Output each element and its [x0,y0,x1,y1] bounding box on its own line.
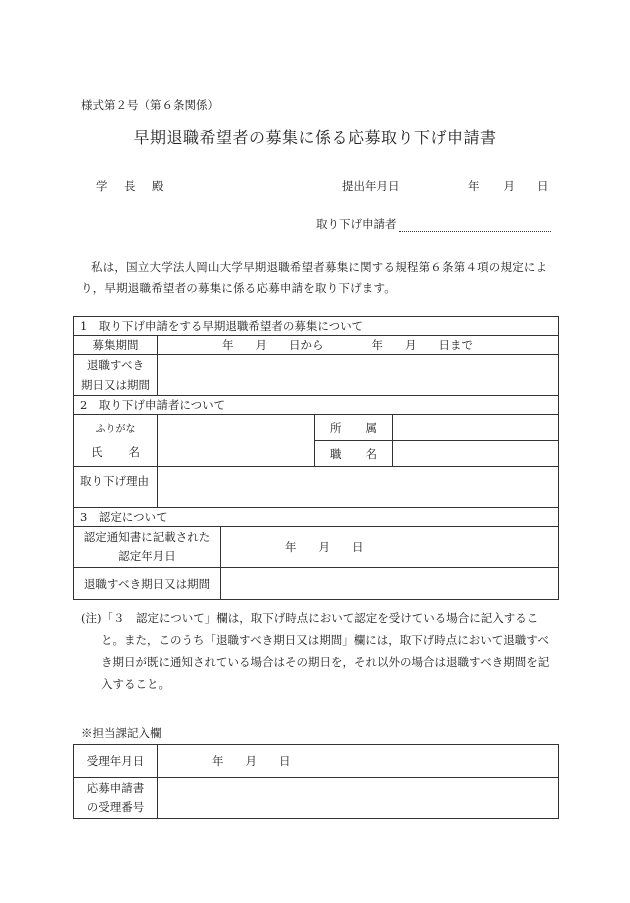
received-date-field[interactable] [158,745,559,778]
day-label: 日 [279,754,291,768]
cert-date-label [74,527,221,568]
month-label: 月 [245,754,257,768]
section2-heading: 2 取り下げ申請者について [74,396,559,415]
period-label: 募集期間 [74,336,158,355]
month-label: 月 [405,338,417,352]
position-char: 職 [330,446,342,461]
year-label: 年 [468,179,480,193]
receipt-label-line2: の受理番号 [86,800,145,814]
reason-label: 取り下げ理由 [74,467,158,508]
day-label: 日 [537,179,549,193]
period-field[interactable] [158,336,559,355]
name-label [74,415,158,467]
submission-date-label: 提出年月日 [342,179,400,193]
cert-label-line2: 認定年月日 [118,549,176,563]
note-prefix: (注) [81,611,102,625]
receipt-number-field[interactable] [158,778,559,819]
affiliation-char: 所 [330,420,342,435]
applicant-label: 取り下げ申請者 [316,217,397,231]
received-date-label: 受理年月日 [74,745,158,778]
month-label: 月 [255,338,267,352]
office-use-label: ※担当課記入欄 [81,726,162,740]
year-label: 年 [222,338,234,352]
cert-label-line1: 認定通知書に記載された [83,530,211,544]
cert-date-field[interactable] [221,527,559,568]
position-char: 名 [365,446,377,461]
receipt-number-label [74,778,158,819]
position-field[interactable] [393,441,559,467]
affiliation-field[interactable] [393,415,559,441]
document-title: 早期退職希望者の募集に係る応募取り下げ申請書 [133,128,497,147]
reason-field[interactable] [158,467,559,508]
application-table [73,316,559,600]
note-text: 「３ 認定について」欄は，取下げ時点において認定を受けている場合に記入すること。また，このうち「退職すべき期日又は期間」欄には，取下げ時点において退職すべき期日が既に通知されている場合はその期日を，それ以外の場合は退職すべき期間を記入すること。 [101,611,550,691]
body-text: 私は，国立大学法人岡山大学早期退職希望者募集に関する規程第６条第４項の規定により，早期退職希望者の募集に係る応募申請を取り下げます。 [81,260,548,295]
retire-label-line1: 退職すべき [86,358,145,372]
year-label: 年 [371,338,383,352]
addressee-char: 学 [96,179,108,193]
retire-period-label: 退職すべき期日又は期間 [74,568,221,600]
applicant-signature [316,216,551,232]
retire-date-field[interactable] [158,355,559,396]
retire-label-line2: 期日又は期間 [81,378,150,392]
affiliation-char: 属 [365,420,377,435]
year-label: 年 [212,754,224,768]
section3-heading: 3 認定について [74,508,559,527]
to-label: 日まで [438,338,473,352]
office-use-table [73,744,559,819]
applicant-signature-line[interactable] [399,220,551,232]
day-label: 日 [352,540,364,554]
year-label: 年 [285,540,297,554]
section1-heading: 1 取り下げ申請をする早期退職希望者の募集について [74,317,559,336]
addressee-char: 長 [124,179,136,193]
form-number: 様式第２号（第６条関係） [81,98,219,112]
receipt-label-line1: 応募申請書 [86,781,145,795]
name-char: 氏 [91,444,103,459]
furigana-label: ふりがな [95,423,136,435]
name-label-text [80,441,151,463]
month-label: 月 [503,179,515,193]
month-label: 月 [318,540,330,554]
addressee [96,178,180,194]
note [81,607,556,695]
name-char: 名 [128,444,140,459]
submission-date-parts [468,178,549,194]
name-field[interactable] [158,415,315,467]
addressee-char: 殿 [152,179,164,193]
retire-date-label [74,355,158,396]
from-label: 日から [289,338,324,352]
affiliation-label [315,415,393,441]
retire-period-field[interactable] [221,568,559,600]
position-label [315,441,393,467]
